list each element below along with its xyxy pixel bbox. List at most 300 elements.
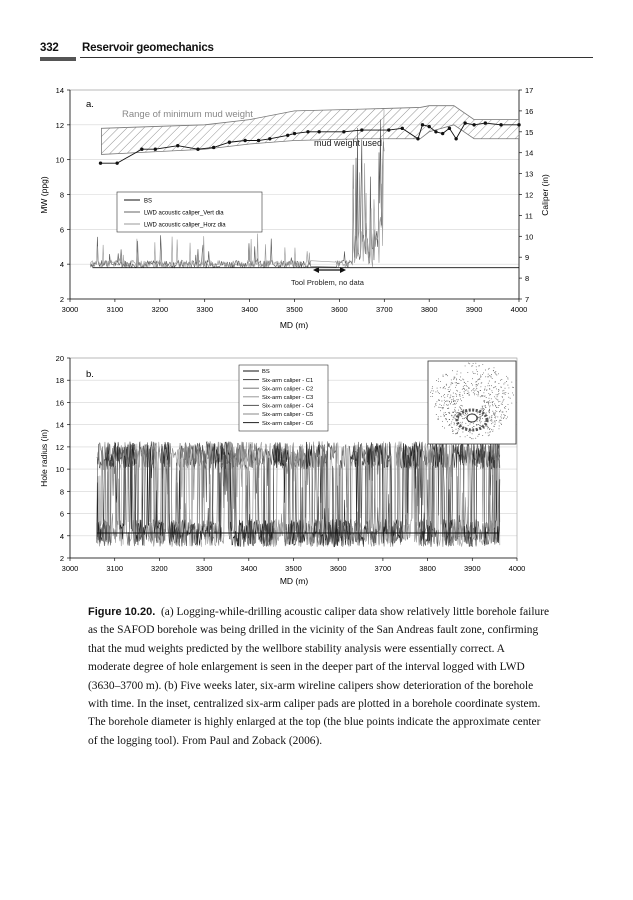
inset-point xyxy=(445,418,446,419)
inset-point xyxy=(493,414,494,415)
inset-point xyxy=(506,381,507,382)
inset-point xyxy=(471,390,472,391)
inset-point xyxy=(482,374,483,375)
inset-point xyxy=(460,392,461,393)
inset-point xyxy=(447,405,448,406)
inset-point xyxy=(459,379,460,380)
inset-point xyxy=(495,422,496,423)
inset-point xyxy=(456,433,457,434)
inset-point xyxy=(502,390,503,391)
inset-point xyxy=(448,408,449,409)
inset-point xyxy=(488,376,489,377)
inset-point xyxy=(444,394,445,395)
inset-point xyxy=(473,438,474,439)
inset-point xyxy=(476,381,477,382)
panel-b-x-tick-label: 3400 xyxy=(240,564,258,573)
inset-point xyxy=(505,392,506,393)
inset-point xyxy=(503,414,504,415)
inset-point xyxy=(464,418,465,419)
caption-line-2: as the SAFOD borehole was being drilled in the vicinity of the San Andreas fault zone, confirming xyxy=(88,624,539,637)
inset-point xyxy=(455,401,456,402)
inset-point xyxy=(473,363,474,364)
inset-point xyxy=(489,389,490,390)
inset-point xyxy=(490,420,491,421)
inset-point xyxy=(450,389,451,390)
inset-point xyxy=(498,393,499,394)
inset-point xyxy=(501,420,502,421)
inset-point xyxy=(443,405,444,406)
inset-point xyxy=(496,399,497,400)
inset-point xyxy=(506,411,507,412)
inset-point xyxy=(501,379,502,380)
legend-b-entry: BS xyxy=(262,369,270,376)
panel-a-left-tick-label: 2 xyxy=(59,295,64,304)
inset-point xyxy=(477,380,478,381)
caption-line-1 xyxy=(88,603,558,621)
inset-point xyxy=(461,424,462,425)
inset-point xyxy=(490,402,491,403)
inset-point xyxy=(449,386,450,387)
inset-point xyxy=(499,401,500,402)
inset-point xyxy=(488,383,489,384)
inset-point xyxy=(485,421,486,422)
inset-point xyxy=(480,386,481,387)
inset-point xyxy=(501,387,502,388)
inset-point xyxy=(446,401,447,402)
inset-point xyxy=(484,390,485,391)
inset-point xyxy=(477,371,478,372)
inset-point xyxy=(444,415,445,416)
inset-point xyxy=(448,404,449,405)
inset-point xyxy=(490,405,491,406)
inset-point xyxy=(465,365,466,366)
inset-point xyxy=(440,381,441,382)
inset-point xyxy=(450,395,451,396)
inset-point xyxy=(446,374,447,375)
inset-point xyxy=(437,419,438,420)
inset-point xyxy=(457,412,458,413)
panel-a-left-tick-label: 6 xyxy=(59,225,64,235)
panel-b-y-tick-label: 14 xyxy=(55,420,64,430)
figure-caption xyxy=(88,603,558,750)
inset-point xyxy=(430,392,431,393)
inset-point xyxy=(485,386,486,387)
inset-point xyxy=(446,419,447,420)
inset-point xyxy=(480,418,481,419)
inset-point xyxy=(495,374,496,375)
inset-point xyxy=(456,378,457,379)
inset-point xyxy=(473,389,474,390)
inset-point xyxy=(455,387,456,388)
inset-point xyxy=(463,386,464,387)
inset-point xyxy=(507,377,508,378)
inset-point xyxy=(473,392,474,393)
inset-point xyxy=(449,419,450,420)
legend-a-bs: BS xyxy=(144,198,153,205)
mud-weight-point xyxy=(115,161,118,164)
inset-point xyxy=(488,403,489,404)
inset-point xyxy=(505,382,506,383)
inset-point xyxy=(485,395,486,396)
inset-point xyxy=(481,376,482,377)
inset-point xyxy=(496,420,497,421)
inset-point xyxy=(491,374,492,375)
inset-point xyxy=(502,393,503,394)
inset-point xyxy=(450,403,451,404)
inset-point xyxy=(456,382,457,383)
inset-point xyxy=(464,388,465,389)
inset-point xyxy=(474,390,475,391)
inset-point xyxy=(438,378,439,379)
inset-point xyxy=(495,371,496,372)
mud-weight-point xyxy=(257,139,260,142)
inset-point xyxy=(445,388,446,389)
inset-point xyxy=(489,375,490,376)
panel-b-x-tick-label: 3300 xyxy=(195,564,213,573)
mud-weight-point xyxy=(387,128,390,131)
inset-point xyxy=(482,435,483,436)
inset-point xyxy=(482,395,483,396)
inset-point xyxy=(495,386,496,387)
inset-point xyxy=(480,375,481,376)
mud-weight-point xyxy=(342,130,345,133)
inset-point xyxy=(502,402,503,403)
inset-point xyxy=(487,426,488,427)
panel-a-chart xyxy=(39,86,550,330)
panel-b-x-tick-label: 3900 xyxy=(463,564,481,573)
inset-point xyxy=(466,389,467,390)
caption-line-8: of the logging tool). From Paul and Zoback (2006). xyxy=(88,734,323,747)
inset-point xyxy=(503,400,504,401)
inset-point xyxy=(493,370,494,371)
inset-point xyxy=(500,416,501,417)
inset-point xyxy=(451,383,452,384)
inset-point xyxy=(478,395,479,396)
inset-point xyxy=(479,425,480,426)
inset-point xyxy=(489,435,490,436)
panel-b-x-tick-label: 3100 xyxy=(106,564,124,573)
panel-a-left-axis-label: MW (ppg) xyxy=(39,176,49,214)
inset-point xyxy=(467,435,468,436)
inset-point xyxy=(480,396,481,397)
inset-point xyxy=(494,372,495,373)
inset-point xyxy=(491,415,492,416)
inset-point xyxy=(489,406,490,407)
inset-point xyxy=(451,423,452,424)
inset-point xyxy=(447,401,448,402)
legend-a-horz: LWD acoustic caliper_Horz dia xyxy=(144,222,226,229)
inset-point xyxy=(453,417,454,418)
inset-point xyxy=(495,405,496,406)
mud-weight-point xyxy=(421,123,424,126)
inset-point xyxy=(446,404,447,405)
inset-point xyxy=(496,388,497,389)
inset-point xyxy=(478,392,479,393)
panel-a-left-tick-label: 14 xyxy=(55,86,64,95)
inset-point xyxy=(459,429,460,430)
inset-point xyxy=(439,400,440,401)
inset-point xyxy=(448,389,449,390)
inset-point xyxy=(480,417,481,418)
caption-line-7: The borehole diameter is highly enlarged at the top (the blue points indicate the approximate center xyxy=(88,716,541,729)
inset-point xyxy=(460,399,461,400)
inset-point xyxy=(479,379,480,380)
panel-b-x-tick-label: 4000 xyxy=(508,564,526,573)
inset-point xyxy=(443,414,444,415)
inset-point xyxy=(461,409,462,410)
inset-point xyxy=(449,424,450,425)
inset-point xyxy=(487,428,488,429)
inset-point xyxy=(492,422,493,423)
panel-b-y-tick-label: 12 xyxy=(55,442,64,452)
inset-point xyxy=(453,396,454,397)
mud-weight-point xyxy=(499,123,502,126)
inset-point xyxy=(477,421,478,422)
legend-a-vert: LWD acoustic caliper_Vert dia xyxy=(144,210,224,217)
inset-point xyxy=(456,385,457,386)
inset-point xyxy=(432,388,433,389)
inset-point xyxy=(454,411,455,412)
borehole-inset-image xyxy=(428,361,516,444)
inset-point xyxy=(491,419,492,420)
legend-b-entry: Six-arm caliper - C5 xyxy=(262,412,314,419)
inset-point xyxy=(451,402,452,403)
inset-point xyxy=(438,392,439,393)
inset-point xyxy=(467,413,468,414)
inset-point xyxy=(465,383,466,384)
panel-a-x-axis-label: MD (m) xyxy=(279,320,309,330)
inset-point xyxy=(455,407,456,408)
inset-point xyxy=(453,393,454,394)
inset-point xyxy=(469,363,470,364)
panel-a-x-tick-label: 4000 xyxy=(510,305,528,314)
inset-point xyxy=(475,373,476,374)
inset-point xyxy=(448,394,449,395)
inset-point xyxy=(440,410,441,411)
inset-point xyxy=(472,371,473,372)
inset-point xyxy=(498,383,499,384)
inset-point xyxy=(457,432,458,433)
inset-point xyxy=(480,422,481,423)
panel-a-x-tick-label: 3300 xyxy=(196,305,214,314)
inset-point xyxy=(488,404,489,405)
panel-b-y-tick-label: 10 xyxy=(55,465,64,475)
inset-point xyxy=(476,394,477,395)
inset-point xyxy=(452,419,453,420)
inset-point xyxy=(448,387,449,388)
inset-point xyxy=(481,421,482,422)
inset-point xyxy=(446,385,447,386)
inset-point xyxy=(488,411,489,412)
panel-b-x-tick-label: 3600 xyxy=(329,564,347,573)
panel-b-y-tick-label: 8 xyxy=(59,487,64,497)
inset-point xyxy=(487,385,488,386)
inset-point xyxy=(455,412,456,413)
inset-point xyxy=(478,434,479,435)
inset-point xyxy=(494,396,495,397)
inset-point xyxy=(485,406,486,407)
inset-point xyxy=(489,409,490,410)
inset-point xyxy=(480,390,481,391)
mud-weight-point xyxy=(463,121,466,124)
panel-a-label: a. xyxy=(86,99,94,110)
figure-label: Figure 10.20. xyxy=(88,606,156,618)
inset-point xyxy=(491,398,492,399)
inset-point xyxy=(486,389,487,390)
inset-point xyxy=(500,423,501,424)
inset-point xyxy=(502,412,503,413)
mud-weight-point xyxy=(196,148,199,151)
inset-point xyxy=(447,396,448,397)
inset-point xyxy=(510,398,511,399)
inset-point xyxy=(457,401,458,402)
inset-point xyxy=(464,385,465,386)
mud-weight-point xyxy=(454,137,457,140)
inset-point xyxy=(450,384,451,385)
inset-point xyxy=(491,377,492,378)
caption-line-3: that the mud weights predicted by the wellbore stability analysis were essentially correct. A xyxy=(88,642,505,655)
panel-b-chart xyxy=(39,354,525,586)
inset-point xyxy=(444,397,445,398)
inset-point xyxy=(444,428,445,429)
inset-point xyxy=(503,418,504,419)
caption-line-4: moderate degree of hole enlargement is seen in the deeper part of the interval logged with LWD xyxy=(88,661,525,674)
inset-point xyxy=(483,372,484,373)
inset-point xyxy=(494,413,495,414)
inset-point xyxy=(432,396,433,397)
inset-point xyxy=(498,401,499,402)
inset-point xyxy=(482,406,483,407)
inset-point xyxy=(492,378,493,379)
inset-point xyxy=(443,395,444,396)
mud-weight-point xyxy=(360,128,363,131)
inset-point xyxy=(460,372,461,373)
inset-point xyxy=(459,383,460,384)
panel-a-right-axis-label: Caliper (in) xyxy=(540,174,550,216)
inset-point xyxy=(512,387,513,388)
inset-point xyxy=(440,387,441,388)
inset-point xyxy=(495,412,496,413)
inset-point xyxy=(505,406,506,407)
panel-a-right-tick-label: 10 xyxy=(525,232,534,242)
inset-point xyxy=(497,416,498,417)
inset-point xyxy=(456,396,457,397)
inset-point xyxy=(460,408,461,409)
inset-point xyxy=(499,420,500,421)
inset-point xyxy=(458,399,459,400)
inset-point xyxy=(504,407,505,408)
inset-point xyxy=(500,410,501,411)
inset-point xyxy=(512,392,513,393)
inset-point xyxy=(464,389,465,390)
panel-a-x-tick-label: 3600 xyxy=(331,305,348,314)
inset-point xyxy=(495,410,496,411)
panel-b-y-tick-label: 6 xyxy=(59,509,64,519)
inset-point xyxy=(492,411,493,412)
inset-point xyxy=(477,374,478,375)
inset-point xyxy=(454,377,455,378)
inset-point xyxy=(456,403,457,404)
mud-weight-point xyxy=(212,146,215,149)
inset-point xyxy=(511,382,512,383)
inset-point xyxy=(465,436,466,437)
inset-point xyxy=(508,409,509,410)
inset-point xyxy=(475,390,476,391)
inset-point xyxy=(494,367,495,368)
inset-point xyxy=(482,411,483,412)
inset-point xyxy=(453,399,454,400)
inset-point xyxy=(476,384,477,385)
inset-point xyxy=(456,394,457,395)
inset-point xyxy=(461,411,462,412)
inset-point xyxy=(472,378,473,379)
inset-point xyxy=(441,401,442,402)
inset-point xyxy=(503,399,504,400)
inset-point xyxy=(513,395,514,396)
inset-point xyxy=(458,418,459,419)
inset-point xyxy=(494,424,495,425)
inset-point xyxy=(479,434,480,435)
inset-point xyxy=(448,425,449,426)
panel-a-right-tick-label: 14 xyxy=(525,148,534,158)
inset-point xyxy=(503,390,504,391)
inset-point xyxy=(463,379,464,380)
inset-point xyxy=(489,398,490,399)
inset-point xyxy=(438,416,439,417)
inset-point xyxy=(496,375,497,376)
inset-point xyxy=(468,387,469,388)
inset-point xyxy=(489,395,490,396)
inset-point xyxy=(467,372,468,373)
inset-point xyxy=(478,383,479,384)
inset-point xyxy=(434,406,435,407)
inset-point xyxy=(463,397,464,398)
mud-weight-point xyxy=(140,148,143,151)
inset-point xyxy=(452,382,453,383)
inset-point xyxy=(454,378,455,379)
panel-a-left-tick-label: 8 xyxy=(59,190,64,200)
inset-point xyxy=(473,373,474,374)
inset-point xyxy=(466,414,467,415)
inset-point xyxy=(456,429,457,430)
tool-problem-annotation: Tool Problem, no data xyxy=(291,278,364,287)
inset-point xyxy=(430,396,431,397)
inset-point xyxy=(493,413,494,414)
inset-point xyxy=(452,431,453,432)
inset-point xyxy=(449,413,450,414)
inset-point xyxy=(487,402,488,403)
inset-point xyxy=(499,390,500,391)
inset-point xyxy=(491,429,492,430)
inset-point xyxy=(471,383,472,384)
inset-point xyxy=(436,401,437,402)
inset-point xyxy=(436,380,437,381)
inset-point xyxy=(483,392,484,393)
inset-point xyxy=(447,375,448,376)
inset-point xyxy=(491,417,492,418)
inset-point xyxy=(454,424,455,425)
caption-line-1-text: (a) Logging-while-drilling acoustic caliper data show relatively little borehole failure xyxy=(160,606,550,618)
panel-b-y-tick-label: 18 xyxy=(55,376,64,386)
inset-point xyxy=(453,401,454,402)
inset-point xyxy=(484,400,485,401)
inset-point xyxy=(446,384,447,385)
inset-point xyxy=(455,415,456,416)
panel-a-x-tick-label: 3700 xyxy=(375,305,393,314)
inset-point xyxy=(461,416,462,417)
inset-point xyxy=(437,388,438,389)
inset-point xyxy=(503,384,504,385)
